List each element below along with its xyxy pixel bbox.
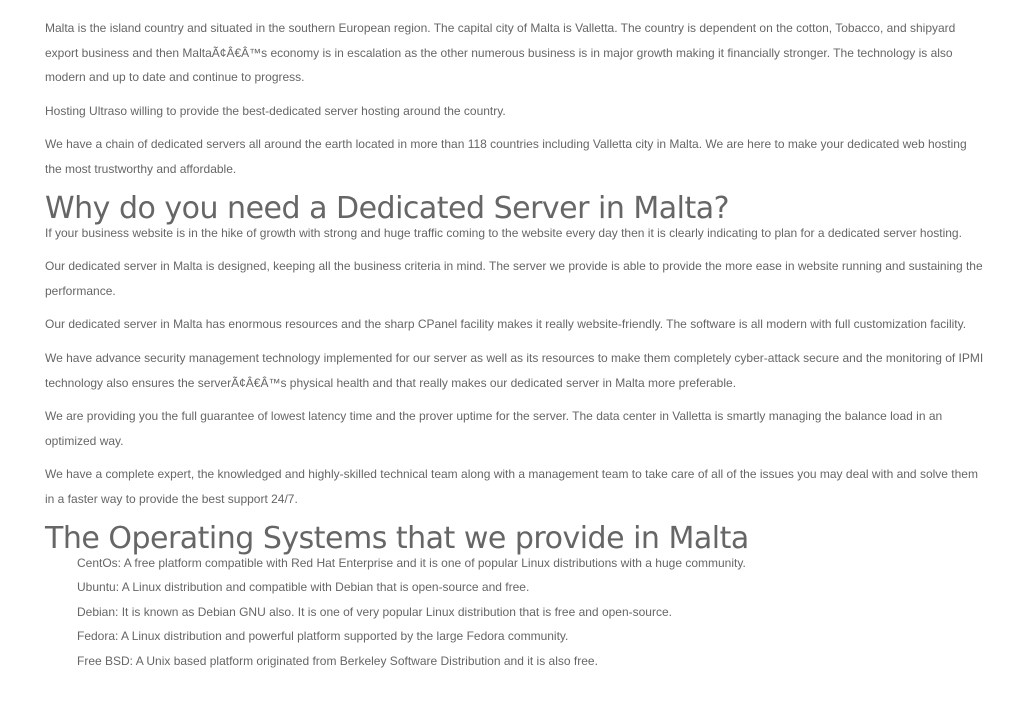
why-paragraph-1: If your business website is in the hike of growth with strong and huge traffic coming to the website every day then it is clearly indicating to plan for a dedicated server hosting. bbox=[45, 225, 962, 240]
operating-systems-heading: The Operating Systems that we provide in Malta bbox=[45, 520, 749, 556]
list-item-ubuntu: Ubuntu: A Linux distribution and compatible with Debian that is open-source and free. bbox=[77, 580, 530, 595]
list-item-debian: Debian: It is known as Debian GNU also. It is one of very popular Linux distribution that is free and open-source. bbox=[77, 604, 672, 619]
why-paragraph-2: Our dedicated server in Malta is designed, keeping all the business criteria in mind. The server we provide is able to provide the more ease in website running and sustaining the performance. bbox=[45, 259, 983, 298]
why-paragraph-5: We are providing you the full guarantee of lowest latency time and the prover uptime for the server. The data center in Valletta is smartly managing the balance load in an optimized way. bbox=[45, 409, 943, 448]
intro-paragraph-3: We have a chain of dedicated servers all around the earth located in more than 118 countries including Valletta city in Malta. We are here to make your dedicated web hosting the most trustworthy and affordable. bbox=[45, 137, 967, 176]
why-paragraph-4: We have advance security management technology implemented for our server as well as its resources to make them completely cyber-attack secure and the monitoring of IPMI technology also ensures the serverÃ¢Â€Â™s physical health and that really makes our dedicated server in Malta more preferable. bbox=[45, 350, 984, 390]
why-paragraph-3: Our dedicated server in Malta has enormous resources and the sharp CPanel facility makes it really website-friendly. The software is all modern with full customization facility. bbox=[45, 317, 967, 332]
intro-paragraph-2: Hosting Ultraso willing to provide the best-dedicated server hosting around the country. bbox=[45, 103, 506, 118]
list-item-freebsd: Free BSD: A Unix based platform originated from Berkeley Software Distribution and it is also free. bbox=[77, 653, 598, 668]
operating-systems-list bbox=[45, 551, 985, 674]
why-paragraph-6: We have a complete expert, the knowledged and highly-skilled technical team along with a management team to take care of all of the issues you may deal with and solve them in a faster way to provide the best support 24/7. bbox=[45, 467, 978, 506]
intro-paragraph-1: Malta is the island country and situated in the southern European region. The capital city of Malta is Valletta. The country is dependent on the cotton, Tobacco, and shipyard export business and then MaltaÃ¢Â€Â™s economy is in escalation as the other numerous business is in major growth making it financially stronger. The technology is also modern and up to date and continue to progress. bbox=[45, 21, 956, 85]
why-dedicated-server-heading: Why do you need a Dedicated Server in Malta? bbox=[45, 190, 730, 226]
list-item-fedora: Fedora: A Linux distribution and powerful platform supported by the large Fedora community. bbox=[77, 629, 569, 644]
article-content bbox=[45, 16, 985, 673]
list-item-centos: CentOs: A free platform compatible with Red Hat Enterprise and it is one of popular Linux distributions with a huge community. bbox=[77, 555, 746, 570]
